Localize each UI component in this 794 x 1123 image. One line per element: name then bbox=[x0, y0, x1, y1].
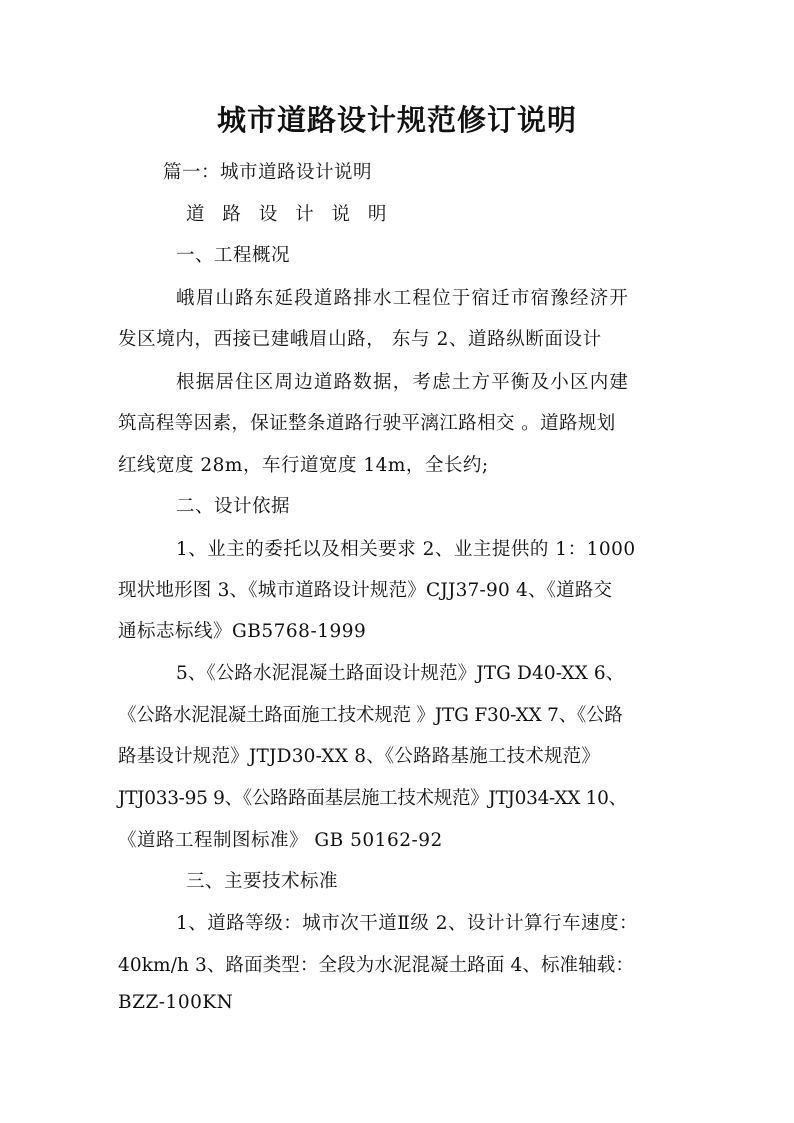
paragraph-line: 1、道路等级：城市次干道Ⅱ级 2、设计计算行车速度： bbox=[176, 913, 638, 934]
heading-technical-standards: 三、主要技术标准 bbox=[186, 871, 339, 892]
paragraph-line: 路基设计规范》JTJD30-XX 8、《公路路基施工技术规范》 bbox=[118, 746, 601, 767]
paragraph-line: 5、《公路水泥混凝土路面设计规范》JTG D40-XX 6、 bbox=[176, 663, 625, 684]
paragraph-line: JTJ033-95 9、《公路路面基层施工技术规范》JTJ034-XX 10、 bbox=[118, 788, 627, 809]
paragraph-line: 筑高程等因素，保证整条道路行驶平漓江路相交 。道路规划 bbox=[118, 413, 616, 434]
heading-project-overview: 一、工程概况 bbox=[176, 245, 291, 266]
heading-design-basis: 二、设计依据 bbox=[176, 496, 291, 517]
paragraph-line: 现状地形图 3、《城市道路设计规范》CJJ37-90 4、《道路交 bbox=[118, 580, 613, 601]
paragraph-line: 《公路水泥混凝土路面施工技术规范 》JTG F30-XX 7、《公路 bbox=[118, 705, 623, 726]
paragraph-line: 通标志标线》GB5768-1999 bbox=[118, 621, 367, 642]
paragraph-line: 《道路工程制图标准》 GB 50162-92 bbox=[118, 830, 443, 851]
paragraph-line: BZZ-100KN bbox=[118, 992, 234, 1013]
paragraph-line: 红线宽度 28m，车行道宽度 14m，全长约; bbox=[118, 455, 489, 476]
paragraph-line: 40km/h 3、路面类型：全段为水泥混凝土路面 4、标准轴载： bbox=[118, 955, 634, 976]
paragraph-line: 1、业主的委托以及相关要求 2、业主提供的 1：1000 bbox=[176, 539, 636, 560]
section-heading: 道 路 设 计 说 明 bbox=[186, 204, 393, 225]
paragraph-line: 发区境内，西接已建峨眉山路， 东与 2、道路纵断面设计 bbox=[118, 329, 602, 350]
paragraph-line: 峨眉山路东延段道路排水工程位于宿迁市宿豫经济开 bbox=[176, 288, 630, 309]
document-title: 城市道路设计规范修订说明 bbox=[216, 103, 577, 137]
paragraph-line: 根据居住区周边道路数据，考虑土方平衡及小区内建 bbox=[176, 372, 630, 393]
subtitle-line: 篇一：城市道路设计说明 bbox=[163, 162, 373, 183]
